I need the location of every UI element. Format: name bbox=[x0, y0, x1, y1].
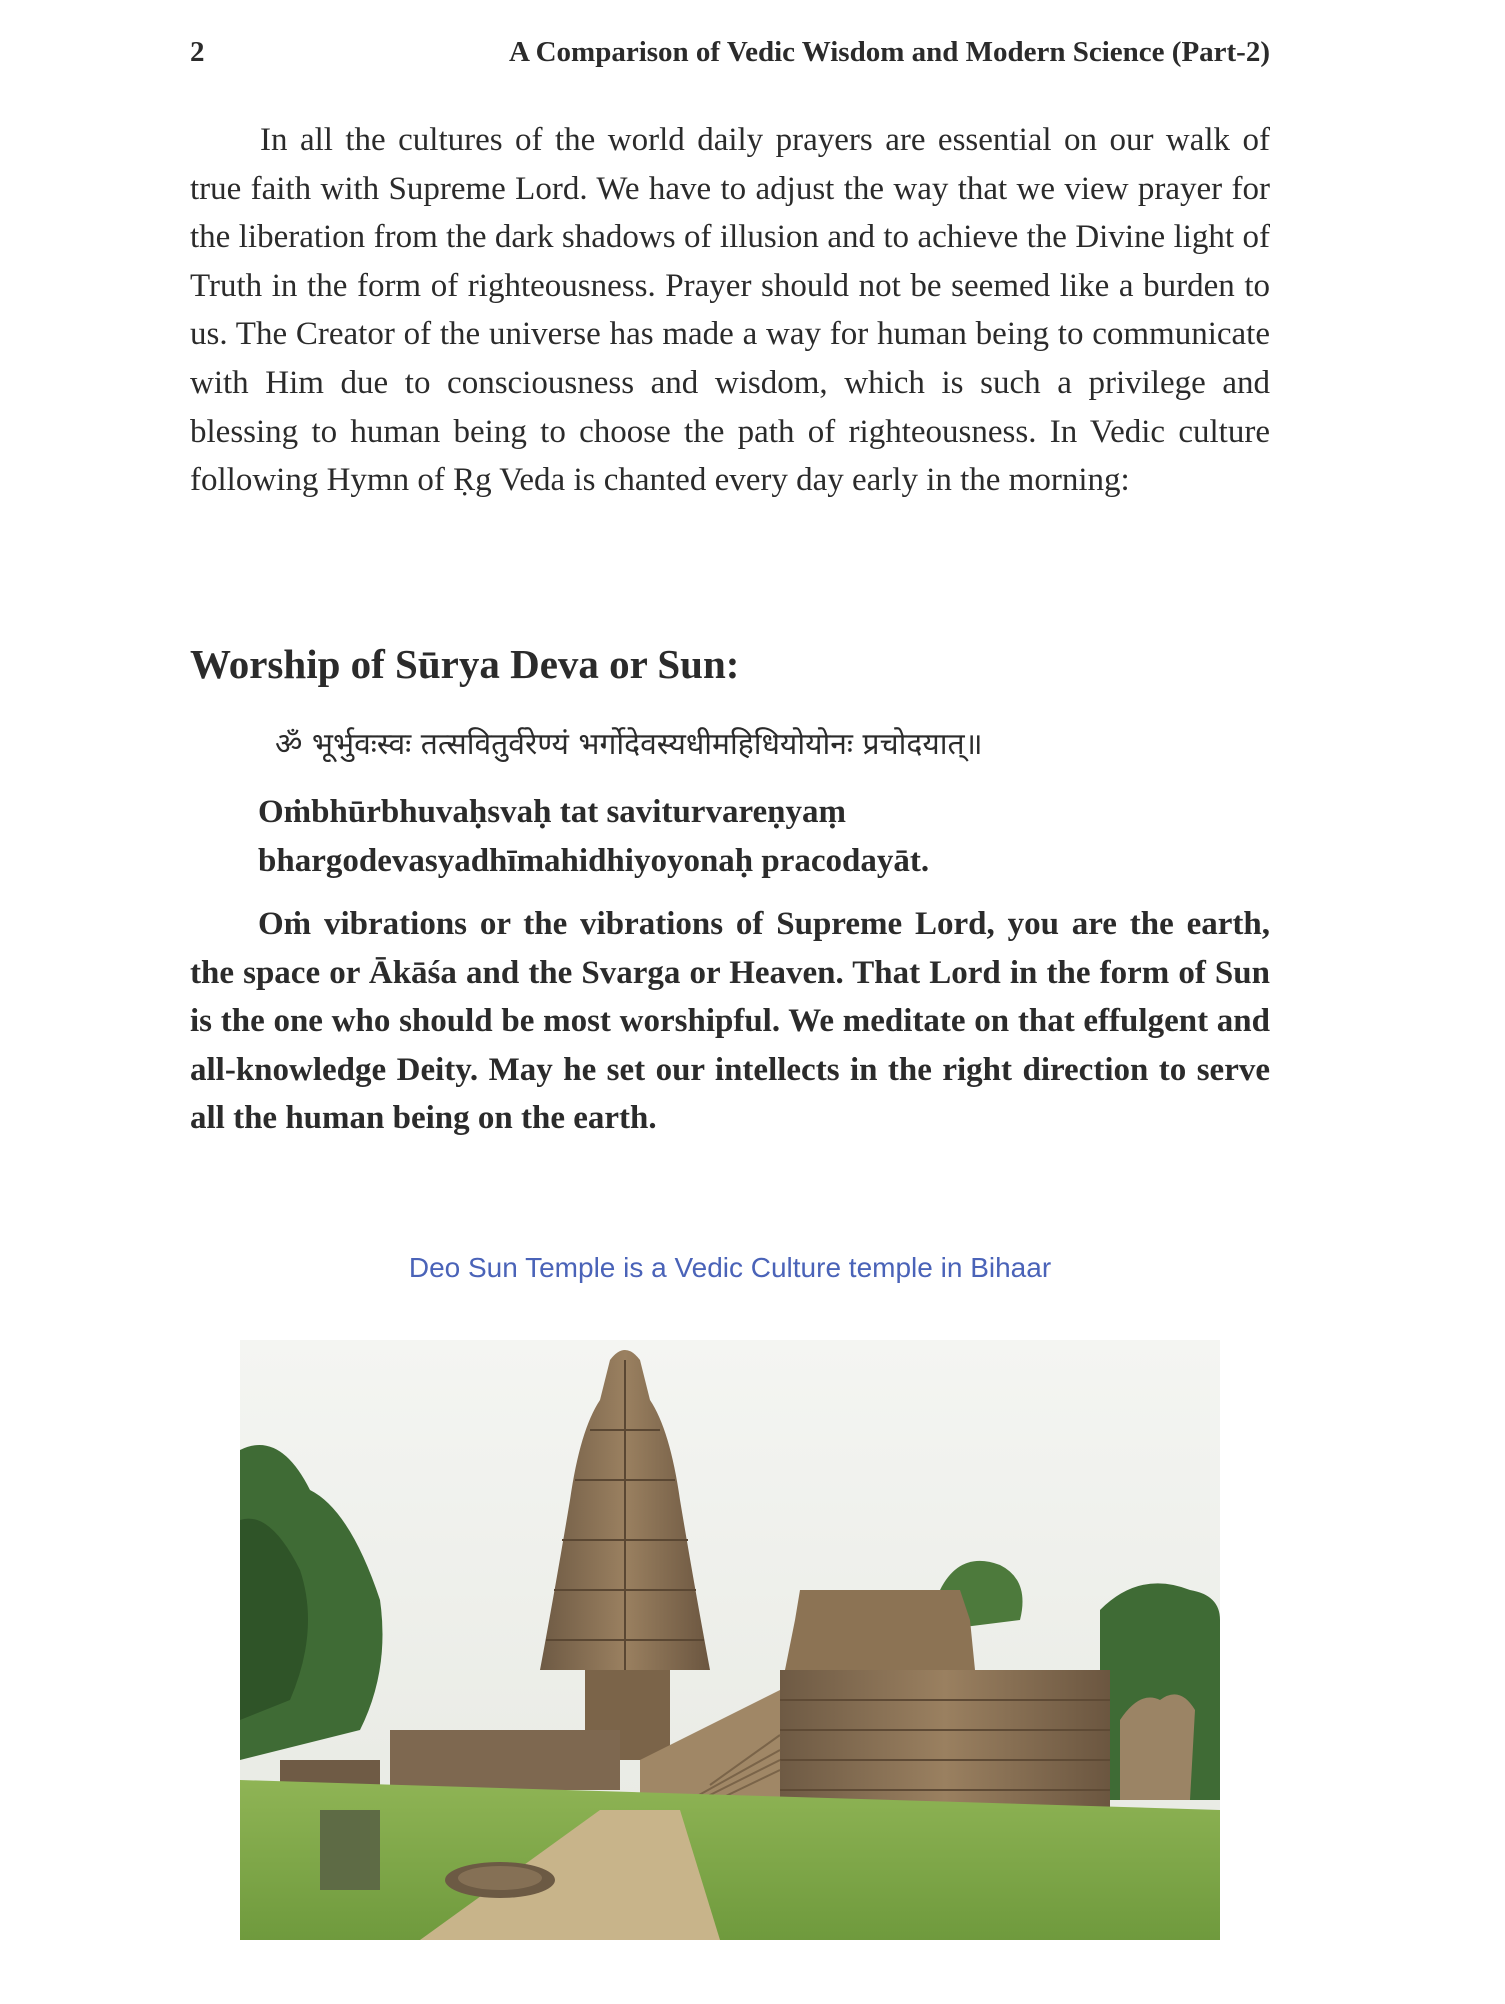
page-number: 2 bbox=[190, 36, 205, 68]
figure-caption: Deo Sun Temple is a Vedic Culture temple in Bihaar bbox=[408, 1252, 1052, 1283]
intro-paragraph: In all the cultures of the world daily prayers are essential on our walk of true faith with Supreme Lord. We have to adjust the way that we view prayer for the liberation from the dark shadows of illusion and to achieve the Divine light of Truth in the form of righteousness. Prayer should not be seemed like a burden to us. The Creator of the universe has made a way for human being to communicate with Him due to consciousness and wisdom, which is such a privilege and blessing to human being to choose the path of righteousness. In Vedic culture following Hymn of Ṛg Veda is chanted every day early in the morning: bbox=[190, 122, 1270, 499]
mantra-transliteration bbox=[258, 788, 929, 885]
mantra-devanagari: ॐ भूर्भुवःस्वः तत्सवितुर्वरेण्यं भर्गोदेवस्यधीमहिधियोयोनः प्रचोदयात्॥ bbox=[275, 727, 983, 762]
running-header bbox=[190, 36, 1270, 76]
temple-photo bbox=[240, 1340, 1220, 1940]
section-heading: Worship of Sūrya Deva or Sun: bbox=[190, 641, 740, 687]
mantra-translation: Oṁ vibrations or the vibrations of Supreme Lord, you are the earth, the space or Ākāśa and the Svarga or Heaven. That Lord in the form of Sun is the one who should be most worshipful. We meditate on that effulgent and all-knowledge Deity. May he set our intellects in the right direction to serve all the human being on the earth. bbox=[190, 906, 1270, 1137]
transliteration-line-2: bhargodevasyadhīmahidhiyoyonaḥ pracodayāt. bbox=[258, 842, 930, 879]
running-title: A Comparison of Vedic Wisdom and Modern Science (Part-2) bbox=[509, 36, 1270, 68]
transliteration-line-1: Oṁbhūrbhuvaḥsvaḥ tat saviturvareṇyaṃ bbox=[258, 794, 846, 830]
